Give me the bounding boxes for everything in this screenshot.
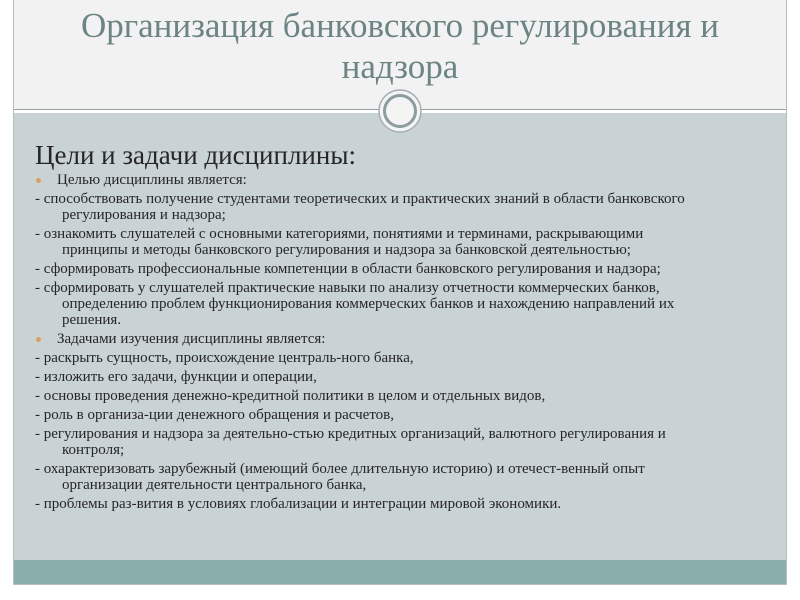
slide-title — [13, 5, 787, 87]
section-heading: Цели и задачи дисциплины: — [35, 140, 356, 170]
list-item — [35, 350, 780, 366]
list-item-text-continued: регулирования и надзора; — [62, 207, 226, 223]
slide-content — [13, 113, 787, 560]
list-item — [35, 426, 780, 458]
slide-title-line: надзора — [341, 47, 459, 86]
bullet-dot-icon — [36, 178, 41, 183]
slide-title-line: Организация банковского регулирования и — [80, 6, 720, 45]
list-item-text: - роль в организа-ции денежного обращения и расчетов, — [35, 407, 395, 423]
list-item — [35, 261, 780, 277]
list-item-text: - способствовать получение студентами теоретических и практических знаний в области банковского — [35, 191, 685, 207]
list-item-text: - сформировать у слушателей практические навыки по анализу отчетности коммерческих банков, — [35, 280, 660, 296]
list-item — [35, 191, 780, 223]
list-item — [35, 388, 780, 404]
list-item-text-continued: определению проблем функционирования коммерческих банков и нахождению направлений их — [62, 296, 675, 312]
slide — [13, 0, 787, 585]
list-item-text: Задачами изучения дисциплины является: — [57, 331, 326, 347]
list-item-text: - проблемы раз-вития в условиях глобализации и интеграции мировой экономики. — [35, 496, 562, 512]
list-item-text: - сформировать профессиональные компетенции в области банковского регулирования и надзора; — [35, 261, 661, 277]
content-list — [35, 172, 780, 515]
list-item-text: - охарактеризовать зарубежный (имеющий более длительную историю) и отечест-венный опыт — [35, 461, 645, 477]
list-item-text: - основы проведения денежно-кредитной политики в целом и отдельных видов, — [35, 388, 546, 404]
list-item — [35, 226, 780, 258]
list-item-goal-intro — [35, 172, 780, 188]
list-item — [35, 496, 780, 512]
list-item — [35, 461, 780, 493]
list-item — [35, 407, 780, 423]
list-item-tasks-intro — [35, 331, 780, 347]
list-item-text-continued: принципы и методы банковского регулирования и надзора за банковской деятельностью; — [62, 242, 631, 258]
list-item-text: Целью дисциплины является: — [57, 172, 247, 188]
list-item-text-continued: решения. — [62, 312, 122, 328]
list-item-text-continued: организации деятельности центрального банка, — [62, 477, 367, 493]
footer-band — [13, 560, 787, 585]
list-item-text: - регулирования и надзора за деятельно-стью кредитных организаций, валютного регулирования и — [35, 426, 666, 442]
list-item — [35, 280, 780, 328]
list-item-text: - ознакомить слушателей с основными категориями, понятиями и терминами, раскрывающими — [35, 226, 644, 242]
bullet-dot-icon — [36, 337, 41, 342]
list-item-text: - раскрыть сущность, происхождение централь-ного банка, — [35, 350, 414, 366]
list-item-text-continued: контроля; — [62, 442, 125, 458]
list-item — [35, 369, 780, 385]
list-item-text: - изложить его задачи, функции и операции, — [35, 369, 317, 385]
circle-ornament-icon — [376, 87, 424, 135]
